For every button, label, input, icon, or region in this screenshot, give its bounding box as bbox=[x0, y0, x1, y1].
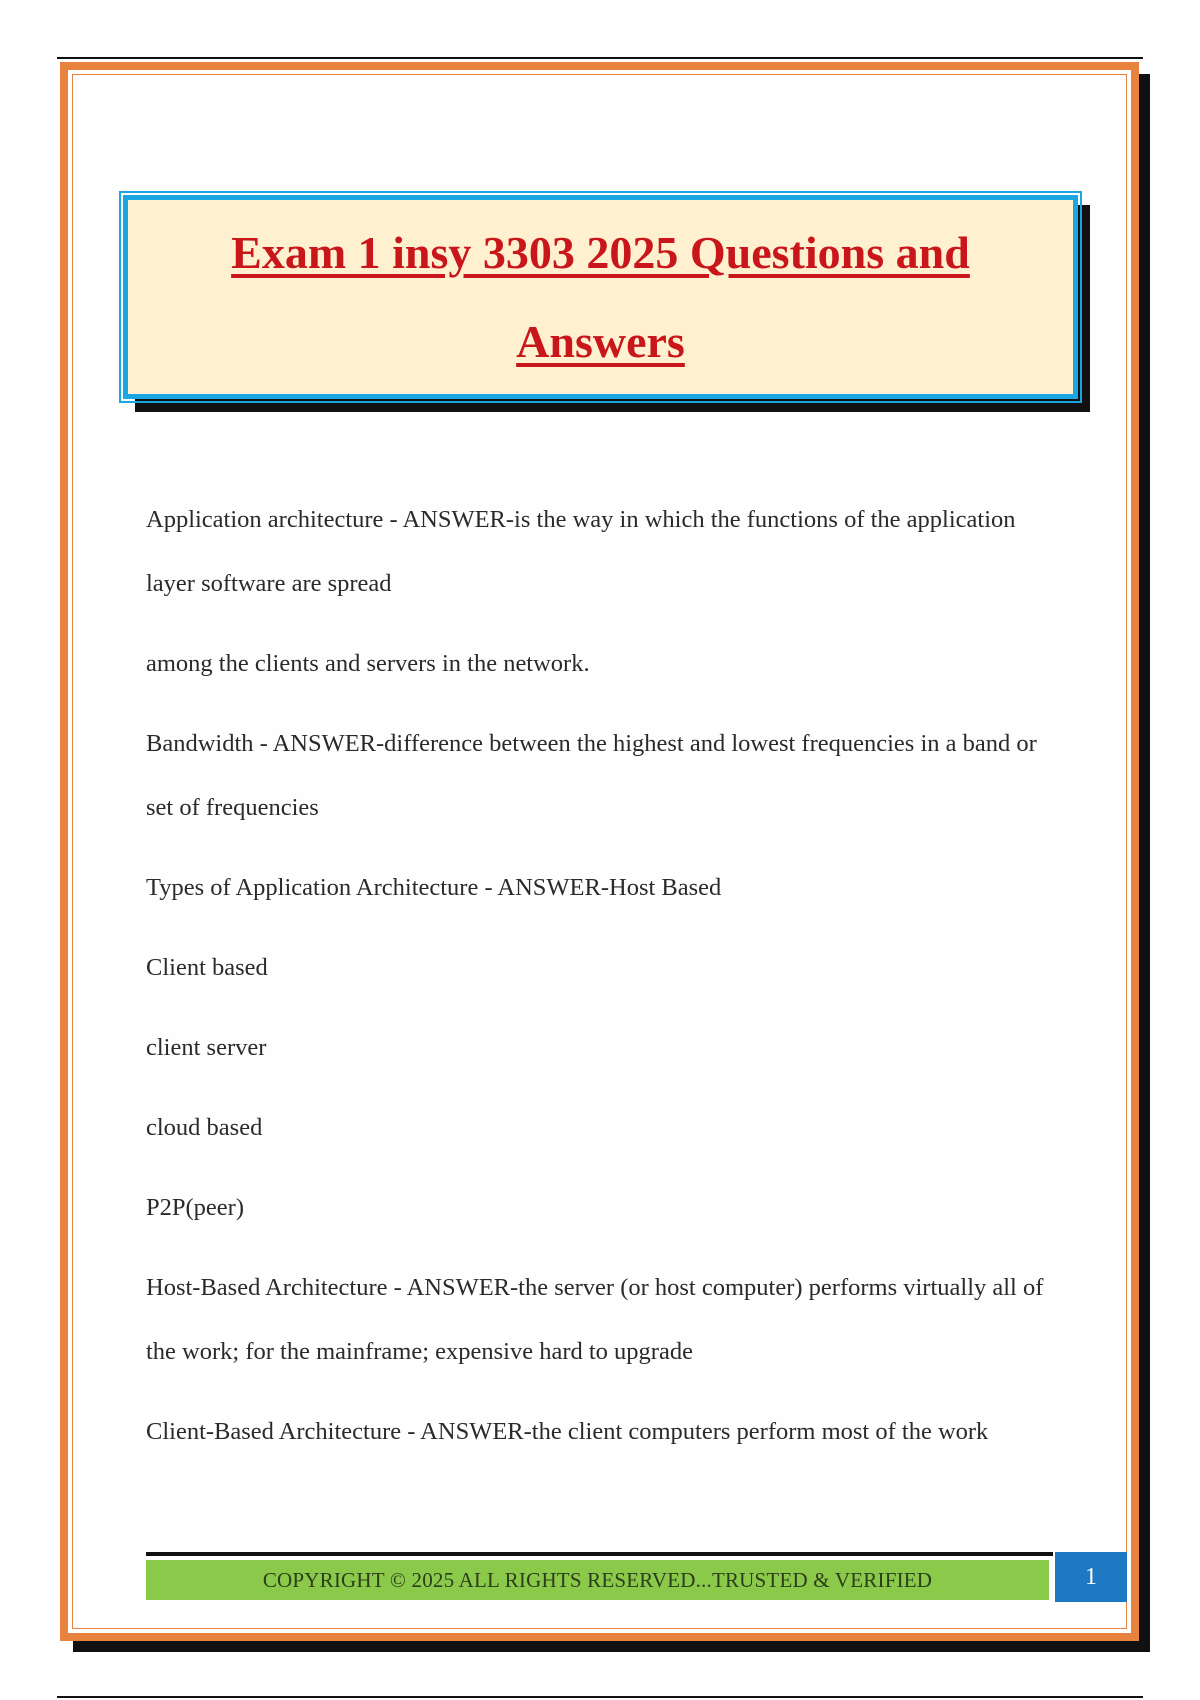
footer-copyright-text: COPYRIGHT © 2025 ALL RIGHTS RESERVED...TRUSTED & VERIFIED bbox=[262, 1567, 933, 1592]
title-box bbox=[123, 195, 1078, 399]
document-title: Exam 1 insy 3303 2025 Questions and Answers bbox=[231, 227, 970, 367]
paragraph-application-architecture-cont: among the clients and servers in the network. bbox=[146, 650, 590, 677]
footer-copyright-bar bbox=[146, 1560, 1049, 1600]
page-number-badge bbox=[1055, 1552, 1127, 1602]
page-number: 1 bbox=[1085, 1563, 1097, 1590]
paragraph-bandwidth: Bandwidth - ANSWER-difference between the highest and lowest frequencies in a band or set of frequencies bbox=[146, 730, 1037, 821]
document-body bbox=[146, 488, 1066, 1480]
bottom-rule bbox=[57, 1696, 1143, 1698]
paragraph-application-architecture: Application architecture - ANSWER-is the way in which the functions of the application layer software are spread bbox=[146, 506, 1016, 597]
paragraph-client-based: Client based bbox=[146, 954, 268, 981]
paragraph-host-based-architecture: Host-Based Architecture - ANSWER-the server (or host computer) performs virtually all of the work; for the mainframe; expensive hard to upgrade bbox=[146, 1274, 1044, 1365]
paragraph-p2p: P2P(peer) bbox=[146, 1194, 244, 1221]
paragraph-types-of-architecture: Types of Application Architecture - ANSWER-Host Based bbox=[146, 874, 722, 901]
paragraph-cloud-based: cloud based bbox=[146, 1114, 263, 1141]
paragraph-client-server: client server bbox=[146, 1034, 267, 1061]
top-rule bbox=[57, 57, 1143, 59]
paragraph-client-based-architecture: Client-Based Architecture - ANSWER-the client computers perform most of the work bbox=[146, 1418, 989, 1445]
footer-rule bbox=[146, 1552, 1053, 1556]
